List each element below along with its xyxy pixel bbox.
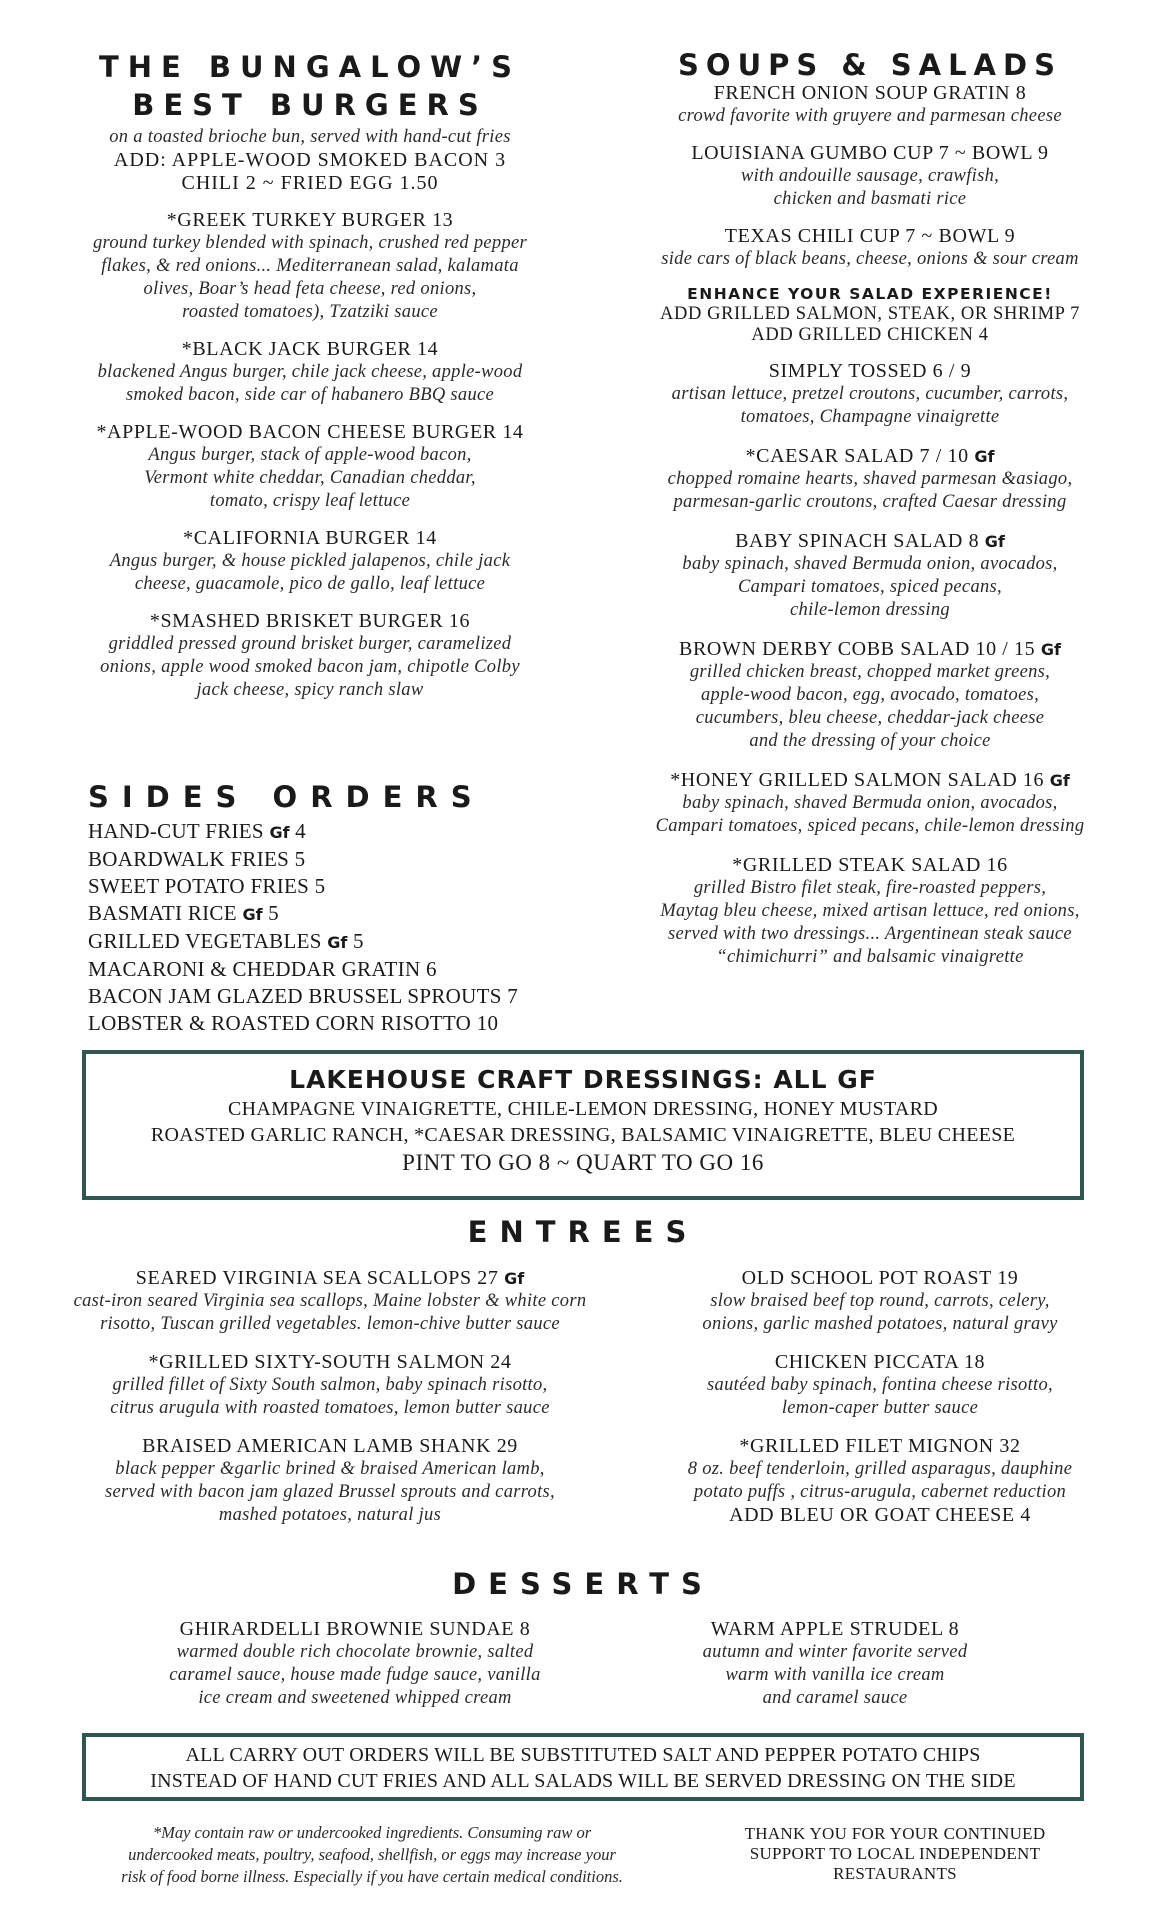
menu-item-name: BRAISED AMERICAN LAMB SHANK 29	[142, 1435, 518, 1457]
side-item	[88, 928, 588, 956]
menu-item-name: TEXAS CHILI CUP 7 ~ BOWL 9	[724, 225, 1016, 247]
menu-item-desc: Campari tomatoes, spiced pecans,	[738, 577, 1002, 597]
dessert-desc: caramel sauce, house made fudge sauce, vanilla	[169, 1665, 541, 1685]
side-item-name: BOARDWALK FRIES 5	[88, 847, 306, 871]
menu-item	[600, 225, 1140, 271]
menu-item-name-row	[40, 527, 580, 550]
menu-item-desc: crowd favorite with gruyere and parmesan cheese	[678, 106, 1062, 126]
menu-item-desc: tomato, crispy leaf lettuce	[209, 491, 411, 511]
gluten-free-badge: Gf	[269, 823, 290, 842]
menu-item-name: BROWN DERBY COBB SALAD 10 / 15	[679, 638, 1036, 660]
menu-item	[600, 769, 1140, 838]
menu-item-desc: potato puffs , citrus-arugula, cabernet reduction	[693, 1482, 1067, 1502]
soup-list	[600, 82, 1140, 271]
enhance-line2: ADD GRILLED CHICKEN 4	[751, 325, 989, 345]
menu-item-name-row	[600, 360, 1140, 383]
menu-item-name-row	[40, 421, 580, 444]
gluten-free-badge: Gf	[1040, 640, 1061, 659]
menu-item-name: OLD SCHOOL POT ROAST 19	[741, 1267, 1019, 1289]
menu-item-name: *CAESAR SALAD 7 / 10	[745, 445, 969, 467]
menu-item-desc: olives, Boar’s head feta cheese, red onions,	[143, 279, 477, 299]
menu-item-name: SIMPLY TOSSED 6 / 9	[768, 360, 972, 382]
menu-item	[600, 82, 1140, 128]
menu-item-desc: grilled Bistro filet steak, fire-roasted peppers,	[693, 878, 1047, 898]
side-item-price: 5	[352, 929, 364, 953]
side-item	[88, 873, 588, 900]
menu-item-desc: slow braised beef top round, carrots, celery,	[710, 1291, 1050, 1311]
sides-section	[88, 778, 588, 1037]
carryout-line1: ALL CARRY OUT ORDERS WILL BE SUBSTITUTED SALT AND PEPPER POTATO CHIPS	[185, 1744, 981, 1766]
menu-item-desc: Campari tomatoes, spiced pecans, chile-lemon dressing	[655, 816, 1085, 836]
menu-item-desc: onions, apple wood smoked bacon jam, chipotle Colby	[100, 657, 520, 677]
menu-item-name: *APPLE-WOOD BACON CHEESE BURGER 14	[96, 421, 524, 443]
menu-item	[40, 421, 580, 513]
menu-item	[600, 142, 1140, 211]
menu-item-name-row	[40, 338, 580, 361]
menu-item	[40, 610, 580, 702]
menu-item	[600, 854, 1140, 969]
menu-item-desc: sautéed baby spinach, fontina cheese risotto,	[707, 1375, 1053, 1395]
dressings-to-go: PINT TO GO 8 ~ QUART TO GO 16	[402, 1150, 764, 1175]
menu-item	[50, 1267, 610, 1336]
disclaimer-line: risk of food borne illness. Especially if you have certain medical conditions.	[121, 1867, 623, 1886]
sides-title: SIDES ORDERS	[88, 780, 485, 814]
menu-item-desc: “chimichurri” and balsamic vinaigrette	[716, 947, 1024, 967]
gluten-free-badge: Gf	[974, 447, 995, 466]
menu-item-desc: risotto, Tuscan grilled vegetables. lemon-chive butter sauce	[100, 1314, 560, 1334]
menu-item-desc: citrus arugula with roasted tomatoes, lemon butter sauce	[110, 1398, 550, 1418]
entrees-title: ENTREES	[467, 1215, 699, 1249]
burgers-section	[40, 48, 580, 716]
menu-item-name-row	[640, 1267, 1120, 1290]
disclaimer-line: *May contain raw or undercooked ingredients. Consuming raw or	[152, 1823, 592, 1842]
menu-item-name: *BLACK JACK BURGER 14	[181, 338, 439, 360]
menu-item-desc: chopped romaine hearts, shaved parmesan &asiago,	[667, 469, 1073, 489]
menu-item-name-row	[600, 82, 1140, 105]
desserts-title-wrap	[0, 1565, 1166, 1603]
menu-item-addon: ADD BLEU OR GOAT CHEESE 4	[729, 1504, 1031, 1526]
menu-item-desc: onions, garlic mashed potatoes, natural gravy	[702, 1314, 1058, 1334]
food-safety-disclaimer	[62, 1822, 682, 1888]
menu-item-name: *GRILLED FILET MIGNON 32	[739, 1435, 1021, 1457]
menu-item-name-row	[50, 1267, 610, 1290]
gluten-free-badge: Gf	[1049, 771, 1070, 790]
side-item-name: GRILLED VEGETABLES	[88, 929, 322, 953]
menu-item-name: *GREEK TURKEY BURGER 13	[166, 209, 454, 231]
side-item-name: SWEET POTATO FRIES 5	[88, 874, 326, 898]
side-item	[88, 900, 588, 928]
sides-list	[88, 818, 588, 1037]
entrees-right-column	[640, 1267, 1120, 1542]
menu-item-desc: flakes, & red onions... Mediterranean salad, kalamata	[101, 256, 519, 276]
menu-item	[40, 527, 580, 596]
menu-item-name-row	[600, 638, 1140, 661]
menu-item-name: SEARED VIRGINIA SEA SCALLOPS 27	[135, 1267, 499, 1289]
menu-item-desc: cheese, guacamole, pico de gallo, leaf lettuce	[134, 574, 486, 594]
menu-item-desc: served with two dressings... Argentinean steak sauce	[668, 924, 1072, 944]
menu-item-name-row	[50, 1351, 610, 1374]
menu-item-name-row	[600, 445, 1140, 468]
dessert-name: WARM APPLE STRUDEL 8	[710, 1618, 960, 1640]
thanks-line: RESTAURANTS	[833, 1864, 957, 1883]
menu-item-name: *HONEY GRILLED SALMON SALAD 16	[670, 769, 1045, 791]
menu-item-name: *GRILLED SIXTY-SOUTH SALMON 24	[148, 1351, 512, 1373]
menu-item-desc: black pepper &garlic brined & braised American lamb,	[115, 1459, 545, 1479]
menu-item-name-row	[640, 1351, 1120, 1374]
menu-item-desc: baby spinach, shaved Bermuda onion, avocados,	[682, 793, 1058, 813]
menu-item-name-row	[600, 142, 1140, 165]
side-item	[88, 983, 588, 1010]
menu-item-name: BABY SPINACH SALAD 8	[735, 530, 980, 552]
menu-item-name: LOUISIANA GUMBO CUP 7 ~ BOWL 9	[691, 142, 1049, 164]
side-item-name: HAND-CUT FRIES	[88, 819, 264, 843]
menu-item-desc: mashed potatoes, natural jus	[218, 1505, 442, 1525]
menu-item-desc: apple-wood bacon, egg, avocado, tomatoes,	[700, 685, 1040, 705]
menu-item-desc: baby spinach, shaved Bermuda onion, avocados,	[682, 554, 1058, 574]
menu-item-name-row	[40, 209, 580, 232]
menu-item-desc: tomatoes, Champagne vinaigrette	[740, 407, 1000, 427]
soups-salads-section	[600, 48, 1140, 985]
enhance-title: ENHANCE YOUR SALAD EXPERIENCE!	[687, 285, 1053, 303]
burgers-title-line1: THE BUNGALOW’S	[98, 50, 522, 84]
dessert-desc: warm with vanilla ice cream	[725, 1665, 945, 1685]
menu-item-desc: roasted tomatoes), Tzatziki sauce	[182, 302, 438, 322]
menu-item-desc: artisan lettuce, pretzel croutons, cucumber, carrots,	[671, 384, 1069, 404]
gluten-free-badge: Gf	[504, 1269, 525, 1288]
side-item-name: BACON JAM GLAZED BRUSSEL SPROUTS 7	[88, 984, 519, 1008]
menu-item-desc: chicken and basmati rice	[773, 189, 967, 209]
side-item-name: LOBSTER & ROASTED CORN RISOTTO 10	[88, 1011, 499, 1035]
menu-item	[40, 338, 580, 407]
carryout-notice	[82, 1733, 1084, 1801]
dessert-name: GHIRARDELLI BROWNIE SUNDAE 8	[179, 1618, 531, 1640]
desserts-title: DESSERTS	[452, 1567, 714, 1601]
dessert-desc: and caramel sauce	[762, 1688, 908, 1708]
menu-item-desc: Angus burger, stack of apple-wood bacon,	[148, 445, 472, 465]
dressings-line1: CHAMPAGNE VINAIGRETTE, CHILE-LEMON DRESSING, HONEY MUSTARD	[227, 1098, 939, 1120]
menu-item-desc: ground turkey blended with spinach, crushed red pepper	[92, 233, 528, 253]
menu-item-name: FRENCH ONION SOUP GRATIN 8	[713, 82, 1027, 104]
burgers-title-line2: BEST BURGERS	[132, 88, 488, 122]
menu-item	[600, 638, 1140, 753]
menu-item-desc: with andouille sausage, crawfish,	[740, 166, 1000, 186]
dessert-strudel	[640, 1618, 1030, 1710]
menu-item	[50, 1351, 610, 1420]
menu-item	[600, 360, 1140, 429]
dressings-line2: ROASTED GARLIC RANCH, *CAESAR DRESSING, BALSAMIC VINAIGRETTE, BLEU CHEESE	[150, 1124, 1016, 1146]
side-item-name: MACARONI & CHEDDAR GRATIN 6	[88, 957, 437, 981]
enhance-line1: ADD GRILLED SALMON, STEAK, OR SHRIMP 7	[660, 304, 1080, 324]
dessert-desc: autumn and winter favorite served	[702, 1642, 968, 1662]
thanks-line: SUPPORT TO LOCAL INDEPENDENT	[749, 1844, 1041, 1863]
menu-item-name-row	[600, 225, 1140, 248]
menu-item	[50, 1435, 610, 1527]
side-item	[88, 956, 588, 983]
menu-item-name-row	[600, 769, 1140, 792]
thanks-line: THANK YOU FOR YOUR CONTINUED	[744, 1824, 1046, 1843]
menu-item-desc: Maytag bleu cheese, mixed artisan lettuce, red onions,	[660, 901, 1080, 921]
menu-item-desc: Angus burger, & house pickled jalapenos, chile jack	[109, 551, 511, 571]
menu-item	[600, 530, 1140, 622]
menu-item-desc: and the dressing of your choice	[749, 731, 991, 751]
menu-item-desc: blackened Angus burger, chile jack cheese, apple-wood	[97, 362, 523, 382]
menu-item-desc: grilled fillet of Sixty South salmon, baby spinach risotto,	[112, 1375, 548, 1395]
menu-item-name: *CALIFORNIA BURGER 14	[183, 527, 437, 549]
menu-item-desc: 8 oz. beef tenderloin, grilled asparagus, dauphine	[687, 1459, 1073, 1479]
menu-item	[640, 1267, 1120, 1336]
menu-item-desc: served with bacon jam glazed Brussel sprouts and carrots,	[105, 1482, 555, 1502]
side-item	[88, 818, 588, 846]
burgers-add-line2: CHILI 2 ~ FRIED EGG 1.50	[181, 172, 439, 194]
menu-item-name: *SMASHED BRISKET BURGER 16	[149, 610, 471, 632]
menu-item	[40, 209, 580, 324]
dessert-desc: ice cream and sweetened whipped cream	[198, 1688, 512, 1708]
soups-title: SOUPS & SALADS	[678, 48, 1062, 82]
entrees-title-wrap	[0, 1213, 1166, 1251]
side-item	[88, 1010, 588, 1037]
side-item-name: BASMATI RICE	[88, 901, 237, 925]
menu-item-desc: grilled chicken breast, chopped market greens,	[689, 662, 1051, 682]
side-item	[88, 846, 588, 873]
menu-item-desc: cast-iron seared Virginia sea scallops, Maine lobster & white corn	[73, 1291, 587, 1311]
disclaimer-line: undercooked meats, poultry, seafood, shellfish, or eggs may increase your	[128, 1845, 616, 1864]
dressings-box	[82, 1050, 1084, 1200]
menu-item-name: CHICKEN PICCATA 18	[774, 1351, 986, 1373]
menu-item-desc: side cars of black beans, cheese, onions & sour cream	[661, 249, 1079, 269]
menu-item-desc: parmesan-garlic croutons, crafted Caesar dressing	[673, 492, 1067, 512]
menu-item-name-row	[600, 854, 1140, 877]
burger-list	[40, 209, 580, 702]
menu-item-name: *GRILLED STEAK SALAD 16	[732, 854, 1008, 876]
burgers-add-line1: ADD: APPLE-WOOD SMOKED BACON 3	[113, 149, 507, 171]
gluten-free-badge: Gf	[242, 905, 263, 924]
menu-item-name-row	[40, 610, 580, 633]
menu-item-desc: lemon-caper butter sauce	[781, 1398, 979, 1418]
dessert-desc: warmed double rich chocolate brownie, salted	[176, 1642, 534, 1662]
entrees-left-column	[50, 1267, 610, 1542]
menu-item-name-row	[600, 530, 1140, 553]
menu-item-desc: Vermont white cheddar, Canadian cheddar,	[144, 468, 476, 488]
dressings-title: LAKEHOUSE CRAFT DRESSINGS: ALL GF	[289, 1065, 877, 1094]
carryout-line2: INSTEAD OF HAND CUT FRIES AND ALL SALADS WILL BE SERVED DRESSING ON THE SIDE	[150, 1770, 1016, 1792]
burgers-subtitle: on a toasted brioche bun, served with hand-cut fries	[109, 127, 511, 147]
menu-item-desc: cucumbers, bleu cheese, cheddar-jack cheese	[695, 708, 1045, 728]
menu-item-name-row	[50, 1435, 610, 1458]
menu-item-name-row	[640, 1435, 1120, 1458]
dessert-brownie	[105, 1618, 605, 1710]
menu-item-desc: jack cheese, spicy ranch slaw	[196, 680, 424, 700]
menu-item-desc: chile-lemon dressing	[790, 600, 950, 620]
menu-item	[600, 445, 1140, 514]
menu-item-desc: smoked bacon, side car of habanero BBQ sauce	[125, 385, 495, 405]
menu-item	[640, 1435, 1120, 1527]
side-item-price: 5	[268, 901, 279, 925]
thank-you-note	[695, 1824, 1095, 1884]
gluten-free-badge: Gf	[327, 933, 348, 952]
menu-item	[640, 1351, 1120, 1420]
side-item-price: 4	[295, 819, 306, 843]
menu-item-desc: griddled pressed ground brisket burger, caramelized	[108, 634, 512, 654]
salad-list	[600, 360, 1140, 969]
gluten-free-badge: Gf	[984, 532, 1005, 551]
